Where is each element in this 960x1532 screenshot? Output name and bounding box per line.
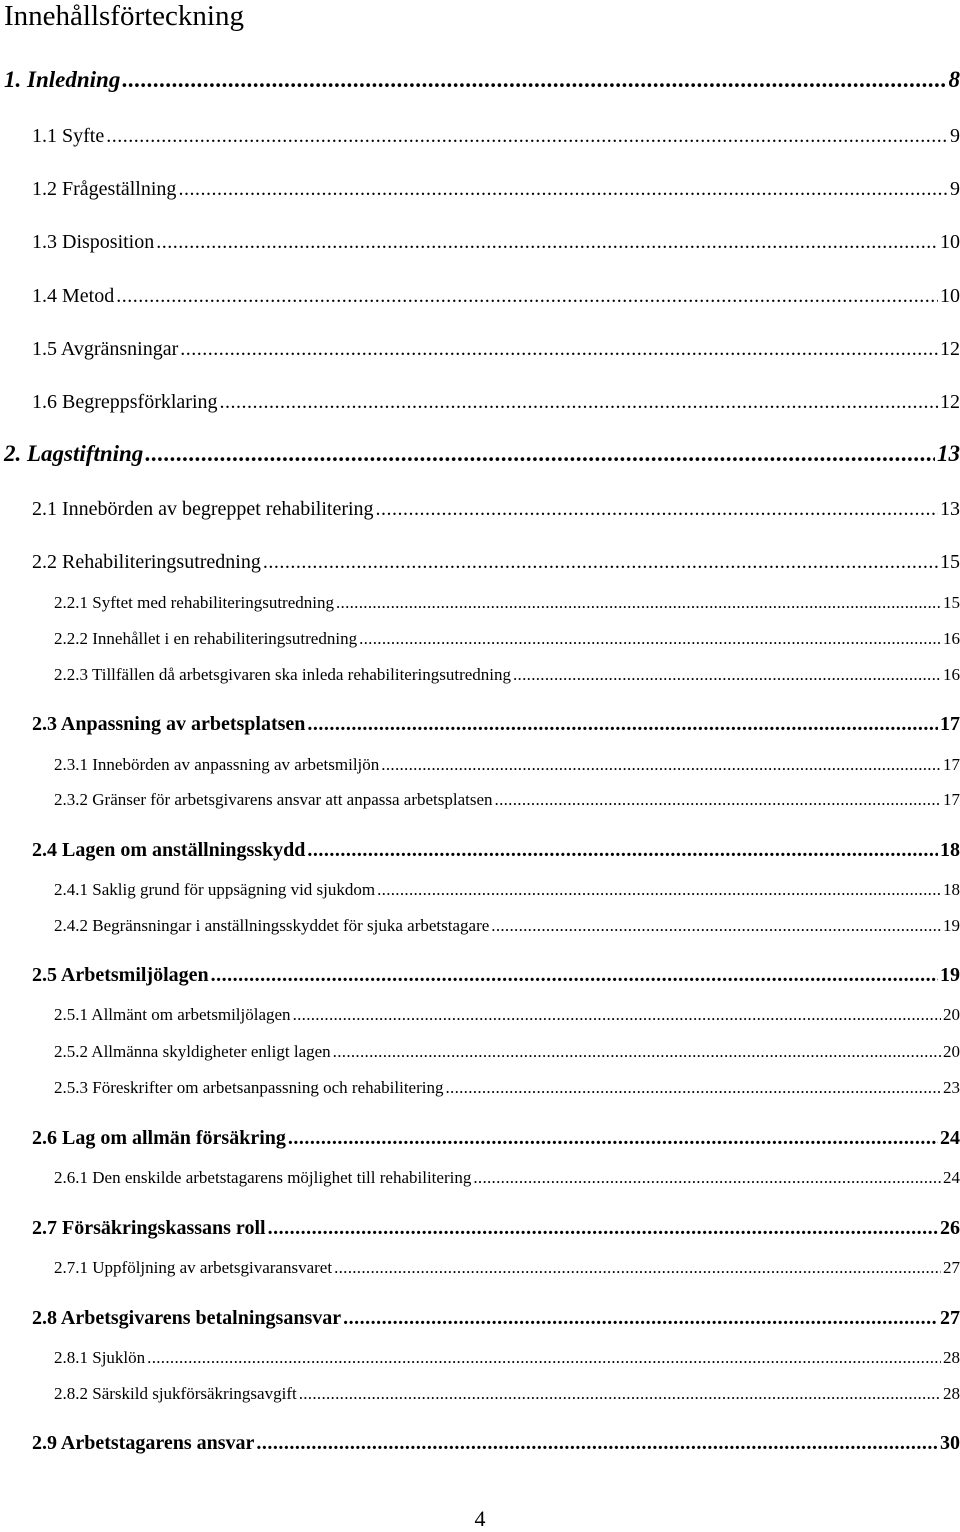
toc-entry-label: 2.8.2 Särskild sjukförsäkringsavgift bbox=[54, 1384, 297, 1404]
toc-entry-page: 24 bbox=[943, 1168, 960, 1188]
toc-entry-label: 2.5.2 Allmänna skyldigheter enligt lagen bbox=[54, 1042, 331, 1062]
leader-dots bbox=[293, 1005, 941, 1025]
toc-entry-label: 2.3.1 Innebörden av anpassning av arbetsmiljön bbox=[54, 755, 379, 775]
toc-entry-2[interactable] bbox=[4, 441, 960, 467]
toc-entry-2-8-2[interactable] bbox=[54, 1384, 960, 1404]
leader-dots bbox=[381, 755, 941, 775]
leader-dots bbox=[334, 1258, 941, 1278]
leader-dots bbox=[256, 1432, 938, 1455]
toc-entry-label: 1.2 Frågeställning bbox=[32, 178, 176, 201]
toc-entry-2-3-1[interactable] bbox=[54, 755, 960, 775]
toc-entry-label: 1.1 Syfte bbox=[32, 125, 104, 148]
toc-entry-2-2-3[interactable] bbox=[54, 665, 960, 685]
page-number: 4 bbox=[0, 1506, 960, 1532]
leader-dots bbox=[211, 964, 938, 987]
toc-entry-page: 15 bbox=[943, 593, 960, 613]
toc-entry-label: 2.9 Arbetstagarens ansvar bbox=[32, 1432, 254, 1455]
toc-entry-2-3-2[interactable] bbox=[54, 790, 960, 810]
toc-entry-page: 24 bbox=[940, 1127, 960, 1150]
toc-entry-page: 16 bbox=[943, 629, 960, 649]
toc-entry-label: 2.5.3 Föreskrifter om arbetsanpassning och rehabilitering bbox=[54, 1078, 443, 1098]
toc-entry-2-2-1[interactable] bbox=[54, 593, 960, 613]
leader-dots bbox=[377, 880, 941, 900]
toc-entry-2-3[interactable] bbox=[32, 713, 960, 736]
leader-dots bbox=[343, 1307, 938, 1330]
toc-entry-label: 2.4.1 Saklig grund för uppsägning vid sjukdom bbox=[54, 880, 375, 900]
toc-entry-2-2-2[interactable] bbox=[54, 629, 960, 649]
toc-entry-page: 28 bbox=[943, 1384, 960, 1404]
toc-entry-page: 19 bbox=[943, 916, 960, 936]
leader-dots bbox=[116, 285, 938, 308]
toc-entry-page: 18 bbox=[943, 880, 960, 900]
leader-dots bbox=[180, 338, 938, 361]
toc-entry-page: 15 bbox=[940, 551, 960, 574]
toc-entry-1-1[interactable] bbox=[32, 125, 960, 148]
toc-entry-label: 2.6.1 Den enskilde arbetstagarens möjlighet till rehabilitering bbox=[54, 1168, 471, 1188]
leader-dots bbox=[495, 790, 941, 810]
toc-entry-page: 17 bbox=[943, 755, 960, 775]
leader-dots bbox=[307, 839, 938, 862]
leader-dots bbox=[263, 551, 938, 574]
toc-entry-label: 2.7.1 Uppföljning av arbetsgivaransvaret bbox=[54, 1258, 332, 1278]
leader-dots bbox=[307, 713, 938, 736]
toc-entry-2-8[interactable] bbox=[32, 1307, 960, 1330]
toc-entry-page: 16 bbox=[943, 665, 960, 685]
toc-entry-label: 2.2.2 Innehållet i en rehabiliteringsutredning bbox=[54, 629, 357, 649]
toc-entry-page: 26 bbox=[940, 1217, 960, 1240]
toc-entry-label: 1.4 Metod bbox=[32, 285, 114, 308]
leader-dots bbox=[220, 391, 938, 414]
toc-entry-label: 1. Inledning bbox=[4, 67, 120, 93]
toc-entry-page: 27 bbox=[940, 1307, 960, 1330]
leader-dots bbox=[147, 1348, 941, 1368]
toc-entry-label: 2.2.1 Syftet med rehabiliteringsutredning bbox=[54, 593, 334, 613]
leader-dots bbox=[268, 1217, 938, 1240]
leader-dots bbox=[156, 231, 938, 254]
toc-entry-label: 2. Lagstiftning bbox=[4, 441, 143, 467]
leader-dots bbox=[491, 916, 941, 936]
toc-entry-page: 10 bbox=[940, 285, 960, 308]
toc-entry-2-5-3[interactable] bbox=[54, 1078, 960, 1098]
toc-entry-page: 10 bbox=[940, 231, 960, 254]
toc-entry-label: 2.5.1 Allmänt om arbetsmiljölagen bbox=[54, 1005, 291, 1025]
toc-entry-1-2[interactable] bbox=[32, 178, 960, 201]
toc-entry-label: 2.7 Försäkringskassans roll bbox=[32, 1217, 266, 1240]
toc-entry-2-2[interactable] bbox=[32, 551, 960, 574]
leader-dots bbox=[145, 441, 935, 467]
toc-entry-label: 2.1 Innebörden av begreppet rehabilitering bbox=[32, 498, 374, 521]
toc-entry-2-6-1[interactable] bbox=[54, 1168, 960, 1188]
toc-entry-page: 8 bbox=[949, 67, 960, 93]
leader-dots bbox=[178, 178, 948, 201]
toc-entry-2-1[interactable] bbox=[32, 498, 960, 521]
toc-entry-label: 2.5 Arbetsmiljölagen bbox=[32, 964, 209, 987]
leader-dots bbox=[376, 498, 938, 521]
toc-entry-page: 23 bbox=[943, 1078, 960, 1098]
toc-entry-2-7-1[interactable] bbox=[54, 1258, 960, 1278]
toc-entry-page: 20 bbox=[943, 1042, 960, 1062]
toc-entry-2-9[interactable] bbox=[32, 1432, 960, 1455]
toc-entry-label: 2.6 Lag om allmän försäkring bbox=[32, 1127, 286, 1150]
toc-entry-page: 9 bbox=[950, 178, 960, 201]
toc-entry-page: 17 bbox=[940, 713, 960, 736]
toc-entry-page: 18 bbox=[940, 839, 960, 862]
toc-entry-2-5[interactable] bbox=[32, 964, 960, 987]
toc-entry-page: 12 bbox=[940, 391, 960, 414]
toc-entry-page: 30 bbox=[940, 1432, 960, 1455]
leader-dots bbox=[333, 1042, 941, 1062]
toc-entry-label: 2.2 Rehabiliteringsutredning bbox=[32, 551, 261, 574]
toc-entry-page: 19 bbox=[940, 964, 960, 987]
toc-entry-1-6[interactable] bbox=[32, 391, 960, 414]
toc-entry-1[interactable] bbox=[4, 67, 960, 93]
toc-entry-page: 28 bbox=[943, 1348, 960, 1368]
leader-dots bbox=[106, 125, 948, 148]
toc-entry-2-4-2[interactable] bbox=[54, 916, 960, 936]
toc-entry-2-4[interactable] bbox=[32, 839, 960, 862]
toc-entry-label: 2.8.1 Sjuklön bbox=[54, 1348, 145, 1368]
toc-entry-1-4[interactable] bbox=[32, 285, 960, 308]
toc-entry-page: 17 bbox=[943, 790, 960, 810]
toc-entry-page: 12 bbox=[940, 338, 960, 361]
toc-entry-label: 1.6 Begreppsförklaring bbox=[32, 391, 218, 414]
toc-entry-1-5[interactable] bbox=[32, 338, 960, 361]
toc-entry-page: 20 bbox=[943, 1005, 960, 1025]
leader-dots bbox=[473, 1168, 941, 1188]
toc-entry-label: 2.8 Arbetsgivarens betalningsansvar bbox=[32, 1307, 341, 1330]
leader-dots bbox=[445, 1078, 941, 1098]
leader-dots bbox=[513, 665, 941, 685]
toc-entry-page: 13 bbox=[937, 441, 960, 467]
leader-dots bbox=[359, 629, 941, 649]
toc-entry-2-8-1[interactable] bbox=[54, 1348, 960, 1368]
toc-entry-label: 2.2.3 Tillfällen då arbetsgivaren ska inleda rehabiliteringsutredning bbox=[54, 665, 511, 685]
toc-entry-label: 2.3 Anpassning av arbetsplatsen bbox=[32, 713, 305, 736]
toc-entry-2-4-1[interactable] bbox=[54, 880, 960, 900]
toc-entry-1-3[interactable] bbox=[32, 231, 960, 254]
leader-dots bbox=[288, 1127, 938, 1150]
leader-dots bbox=[122, 67, 946, 93]
toc-entry-2-7[interactable] bbox=[32, 1217, 960, 1240]
leader-dots bbox=[299, 1384, 941, 1404]
toc-entry-label: 2.4 Lagen om anställningsskydd bbox=[32, 839, 305, 862]
toc-title: Innehållsförteckning bbox=[4, 0, 244, 36]
toc-entry-label: 1.5 Avgränsningar bbox=[32, 338, 178, 361]
toc-entry-page: 13 bbox=[940, 498, 960, 521]
toc-entry-2-6[interactable] bbox=[32, 1127, 960, 1150]
toc-entry-2-5-1[interactable] bbox=[54, 1005, 960, 1025]
toc-entry-label: 2.4.2 Begränsningar i anställningsskyddet för sjuka arbetstagare bbox=[54, 916, 489, 936]
leader-dots bbox=[336, 593, 941, 613]
toc-entry-page: 9 bbox=[950, 125, 960, 148]
toc-entry-page: 27 bbox=[943, 1258, 960, 1278]
toc-entry-label: 2.3.2 Gränser för arbetsgivarens ansvar att anpassa arbetsplatsen bbox=[54, 790, 493, 810]
toc-entry-label: 1.3 Disposition bbox=[32, 231, 154, 254]
toc-entry-2-5-2[interactable] bbox=[54, 1042, 960, 1062]
